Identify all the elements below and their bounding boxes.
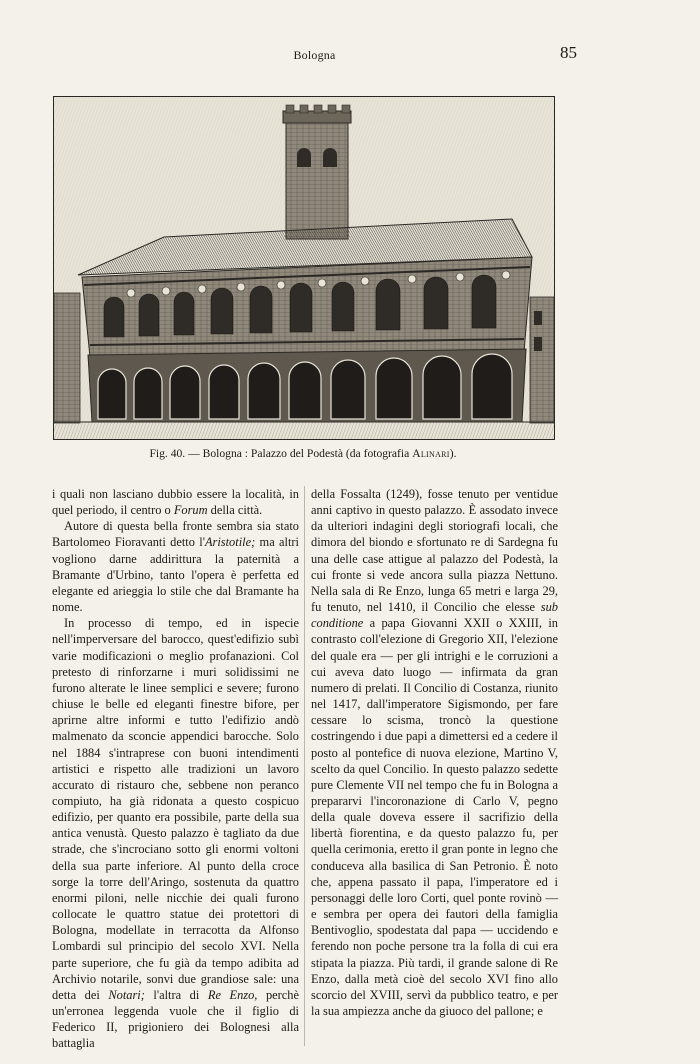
running-title: Bologna bbox=[293, 48, 336, 62]
engraving-palazzo-del-podesta bbox=[53, 96, 555, 440]
caption-credit: Alinari bbox=[412, 447, 450, 460]
paragraph: i quali non lasciano dubbio essere la località, in quel periodo, il centro o Forum della città. bbox=[52, 487, 299, 518]
paragraph: della Fossalta (1249), fosse tenuto per ventidue anni captivo in questo palazzo. È assodato invece da ulteriori indagini degli storiografi locali, che dimora del biondo e sfortunato re di Sardegna fu una delle case attigue al palazzo del Podestà, la cui fronte si vede ancora sulla piazza Nettuno. Nella sala di Re Enzo, lunga 65 metri e larga 29, fu tenuto, nel 1410, il Concilio che elesse sub conditione a papa Giovanni XXII o XXIII, in contrasto coll'elezione di Gregorio XII, l'elezione del quale era — per gli intrighi e le corruzioni a cui aveva dato luogo — infirmata da gran numero di prelati. Il Concilio di Costanza, riunito nel 1417, dall'imperatore Sigismondo, per fare cessare lo scisma, troncò la questione costringendo i due papi a dimettersi ed a cedere il posto al pontefice di nuova elezione, Martino V, scelto da quel Concilio. In questo palazzo sedette pure Clemente VII nel tempo che fu in Bologna a prepararvi l'incoronazione di Carlo V, pegno della quale doveva essere il sacrifizio della libertà fiorentina, e da questo palazzo fu, per quella cerimonia, eretto il gran ponte in legno che conduceva alla basilica di San Petronio. È noto che, appena passato il papa, l'imperatore ed i personaggi delle loro Corti, quel ponte rovinò — e sembra per opera dei fautori della famiglia Bentivoglio, spodestata dal papa — uccidendo e ferendo non poche persone tra la folla di cui era stipata la piazza. Più tardi, il grande salone di Re Enzo, dalla metà cioè del secolo XVI fino allo scorcio del XVIII, servì da pubblico teatro, e per la sua ampiezza anche da giuoco del pallone; e bbox=[311, 487, 558, 1018]
caption-suffix: ). bbox=[449, 447, 457, 460]
column-divider bbox=[304, 486, 305, 1046]
figure-caption bbox=[52, 447, 554, 460]
caption-text: Fig. 40. — Bologna : Palazzo del Podestà (da fotografia bbox=[149, 447, 413, 460]
paragraph: Autore di questa bella fronte sembra sia stato Bartolomeo Fioravanti detto l'Aristotile; ma altri vogliono darne addirittura la paternità a Bramante d'Urbino, tanto l'opera è perfetta ed elegante ed arieggia lo stile che dal Bramante ha nome. bbox=[52, 519, 300, 615]
facade-portico bbox=[88, 349, 526, 422]
paragraph: In processo di tempo, ed in ispecie nell'imperversare del barocco, quest'edifizio subì varie modificazioni o meglio profanazioni. Col pretesto di rinforzarne i muri solidissimi ne furono alterate le linee semplici e severe; furono chiuse le belle ed eleganti finestre bifore, per aprirne altre informi e tutto l'edifizio andò malmenato da sconcie appendici barocche. Solo nel 1884 s'intraprese con buoni intendimenti artistici e rispetto alle tradizioni un lavoro accurato di ristauro che, sebbene non peranco compiuto, ha già ridonata a questo cospicuo edifizio, per quanto era possibile, parte della sua antica venustà. Questo palazzo è tagliato da due strade, che s'incrociano sotto gli enormi voltoni della sua parte inferiore. Al punto della croce sorge la torre dell'Aringo, sostenuta da quattro enormi piloni, nelle nicchie dei quali furono collocate le quattro statue dei protettori di Bologna, modellate in terracotta da Alfonso Lombardi sul principio del secolo XVI. Nella parte superiore, che fu già da tempo adibita ad Archivio notarile, sonvi due grandiose sale: una detta dei Notari; l'altra di Re Enzo, perchè un'erronea leggenda vuole che il figlio di Federico II, prigioniero dei Bolognesi alla battaglia bbox=[52, 616, 299, 1051]
engraving-illustration bbox=[54, 97, 554, 439]
page-header bbox=[52, 43, 577, 66]
page-number: 85 bbox=[560, 43, 577, 62]
text-column-right bbox=[311, 486, 558, 1019]
text-column-left bbox=[52, 486, 299, 1051]
torre-dell-arengo bbox=[283, 105, 351, 239]
